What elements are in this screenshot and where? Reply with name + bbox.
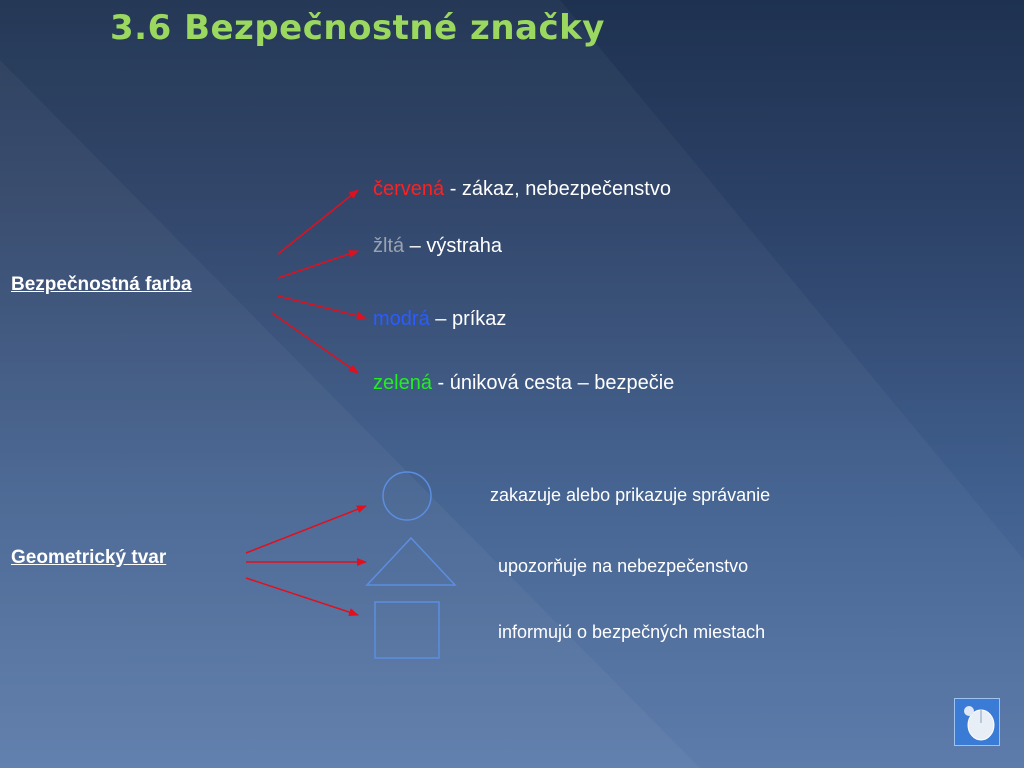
color-word: zelená — [373, 372, 432, 394]
square-shape — [375, 602, 439, 658]
circle-description: zakazuje alebo prikazuje správanie — [490, 485, 771, 505]
arrow-to-green — [272, 313, 358, 373]
color-word: modrá — [373, 308, 430, 330]
color-meaning: – príkaz — [429, 308, 507, 330]
color-meaning: - zákaz, nebezpečenstvo — [444, 178, 671, 200]
color-section-label: Bezpečnostná farba — [11, 274, 192, 295]
shape-section-label: Geometrický tvar — [11, 547, 167, 568]
square-description: informujú o bezpečných miestach — [498, 622, 766, 642]
arrow-to-blue — [278, 296, 366, 318]
arrow-to-red — [278, 190, 358, 254]
arrow-to-square — [246, 578, 358, 615]
app-logo[interactable] — [954, 698, 1000, 746]
triangle-description: upozorňuje na nebezpečenstvo — [498, 556, 749, 576]
mouse-icon — [955, 699, 999, 745]
color-word: červená — [373, 178, 445, 200]
arrow-to-circle — [246, 506, 366, 553]
color-meaning: - úniková cesta – bezpečie — [431, 372, 675, 394]
color-word: žltá — [373, 235, 405, 257]
color-meaning: – výstraha — [404, 235, 502, 257]
arrow-to-yellow — [278, 251, 358, 278]
page-title: 3.6 Bezpečnostné značky — [110, 8, 605, 48]
triangle-shape — [367, 538, 455, 585]
circle-shape — [383, 472, 431, 520]
